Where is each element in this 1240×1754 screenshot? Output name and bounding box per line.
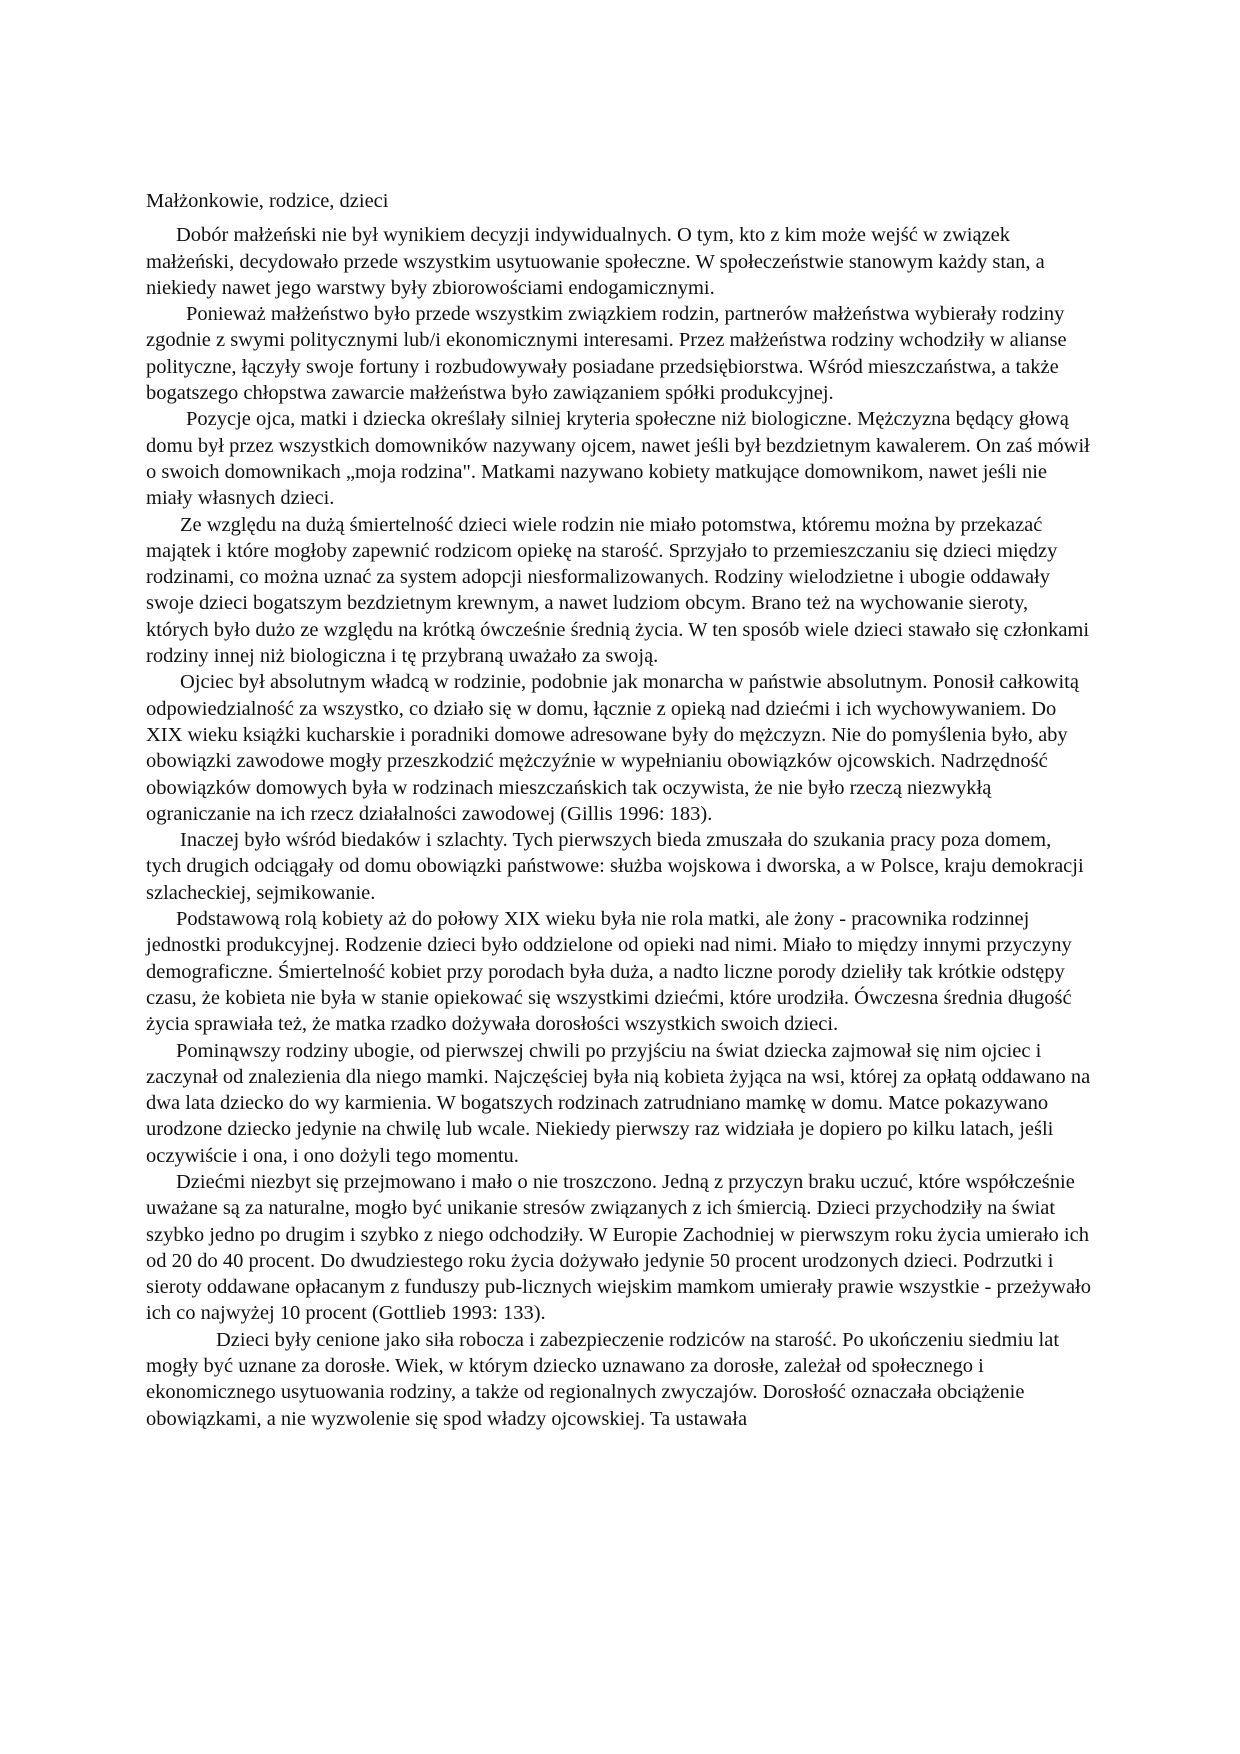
paragraph-7: Podstawową rolą kobiety aż do połowy XIX wieku była nie rola matki, ale żony - pracownika rodzinnej jednostki produkcyjnej. Rodzenie dzieci było oddzielone od opieki nad nimi. Miało to między innymi przyczyny demograficzne. Śmiertelność kobiet przy porodach była duża, a nadto liczne porody dzieliły tak krótkie odstępy czasu, że kobieta nie była w stanie opiekować się wszystkimi dziećmi, które urodziła. Ówczesna średnia długość życia sprawiała też, że matka rzadko dożywała dorosłości wszystkich swoich dzieci.	[146, 908, 1072, 1036]
paragraph-1: Dobór małżeński nie był wynikiem decyzji indywidualnych. O tym, kto z kim może wejść w związek małżeński, decydowało przede wszystkim usytuowanie społeczne. W społeczeństwie stanowym każdy stan, a niekiedy nawet jego warstwy były zbiorowościami endogamicznymi.	[146, 224, 1045, 299]
paragraph-6: Inaczej było wśród biedaków i szlachty. Tych pierwszych bieda zmuszała do szukania pracy poza domem, tych drugich odciągały od domu obowiązki państwowe: służba wojskowa i dworska, a w Polsce, kraju demokracji szlacheckiej, sejmikowanie.	[146, 829, 1084, 904]
paragraph-2: Ponieważ małżeństwo było przede wszystkim związkiem rodzin, partnerów małżeństwa wybierały rodziny zgodnie z swymi politycznymi lub/i ekonomicznymi interesami. Przez małżeństwa rodziny wchodziły w alianse polityczne, łączyły swoje fortuny i rozbudowywały posiadane przedsiębiorstwa. Wśród mieszczaństwa, a także bogatszego chłopstwa zawarcie małżeństwa było zawiązaniem spółki produkcyjnej.	[146, 303, 1067, 405]
paragraph-3: Pozycje ojca, matki i dziecka określały silniej kryteria społeczne niż biologiczne. Mężczyzna będący głową domu był przez wszystkich domowników nazywany ojcem, nawet jeśli był bezdzietnym kawalerem. On zaś mówił o swoich domownikach „moja rodzina". Matkami nazywano kobiety matkujące domownikom, nawet jeśli nie miały własnych dzieci.	[146, 408, 1090, 510]
paragraph-5: Ojciec był absolutnym władcą w rodzinie, podobnie jak monarcha w państwie absolutnym. Ponosił całkowitą odpowiedzialność za wszystko, co działo się w domu, łącznie z opieką nad dziećmi i ich wychowywaniem. Do XIX wieku książki kucharskie i poradniki domowe adresowane były do mężczyzn. Nie do pomyślenia było, aby obowiązki zawodowe mogły przeszkodzić mężczyźnie w wypełnianiu obowiązków ojcowskich. Nadrzędność obowiązków domowych była w rodzinach mieszczańskich tak oczywista, że nie było rzeczą niezwykłą ograniczanie na ich rzecz działalności zawodowej (Gillis 1996: 183).	[146, 671, 1079, 825]
paragraph-10: Dzieci były cenione jako siła robocza i zabezpieczenie rodziców na starość. Po ukończeniu siedmiu lat mogły być uznane za dorosłe. Wiek, w którym dziecko uznawano za dorosłe, zależał od społecznego i ekonomicznego usytuowania rodziny, a także od regionalnych zwyczajów. Dorosłość oznaczała obciążenie obowiązkami, a nie wyzwolenie się spod władzy ojcowskiej. Ta ustawała	[146, 1328, 1060, 1430]
document-title: Małżonkowie, rodzice, dzieci	[146, 190, 389, 212]
paragraph-8: Pominąwszy rodziny ubogie, od pierwszej chwili po przyjściu na świat dziecka zajmował się nim ojciec i zaczynał od znalezienia dla niego mamki. Najczęściej była nią kobieta żyjąca na wsi, której za opłatą oddawano na dwa lata dziecko do wy karmienia. W bogatszych rodzinach zatrudniano mamkę w domu. Matce pokazywano urodzone dziecko jedynie na chwilę lub wcale. Niekiedy pierwszy raz widziała je dopiero po kilku latach, jeśli oczywiście i ona, i ono dożyli tego momentu.	[146, 1039, 1091, 1167]
document-body	[146, 188, 1091, 1432]
paragraph-9: Dziećmi niezbyt się przejmowano i mało o nie troszczono. Jedną z przyczyn braku uczuć, które współcześnie uważane są za naturalne, mogło być unikanie stresów związanych z ich śmiercią. Dzieci przychodziły na świat szybko jedno po drugim i szybko z niego odchodziły. W Europie Zachodniej w pierwszym roku życia umierało ich od 20 do 40 procent. Do dwudziestego roku życia dożywało jedynie 50 procent urodzonych dzieci. Podrzutki i sieroty oddawane opłacanym z funduszy pub-licznych wiejskim mamkom umierały prawie wszystkie - przeżywało ich co najwyżej 10 procent (Gottlieb 1993: 133).	[146, 1170, 1091, 1325]
paragraph-4: Ze względu na dużą śmiertelność dzieci wiele rodzin nie miało potomstwa, któremu można by przekazać majątek i które mogłoby zapewnić rodzicom opiekę na starość. Sprzyjało to przemieszczaniu się dzieci między rodzinami, co można uznać za system adopcji niesformalizowanych. Rodziny wielodzietne i ubogie oddawały swoje dzieci bogatszym bezdzietnym krewnym, a nawet ludziom obcym. Brano też na wychowanie sieroty, których było dużo ze względu na krótką ówcześnie średnią życia. W ten sposób wiele dzieci stawało się członkami rodziny innej niż biologiczna i tę przybraną uważało za swoją.	[146, 513, 1090, 668]
